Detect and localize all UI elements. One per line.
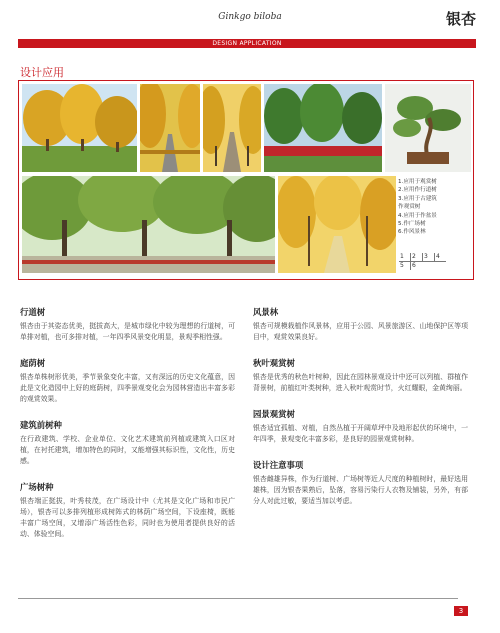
photo-1 xyxy=(22,84,137,172)
topic-body: 银杏是优秀的秋色叶树种，因此在园林景观设计中还可以列植、群植作背景树，前植红叶类树种，进入秋叶观赏时节，火红耀眼，金黄绚丽。 xyxy=(253,373,468,392)
photo-2 xyxy=(140,84,200,172)
topic-body: 银杏由于其姿态优美，挺拔高大，是城市绿化中较为理想的行道树，可单排对植，也可多排对植，一年四季风景变化明显，景观季相性强。 xyxy=(20,322,235,341)
topic-block xyxy=(253,408,468,445)
topic-body: 银杏雌雄异株，作为行道树、广场树等近人尺度的种植树时，最好选用雄株，因为银杏果熟后，坠落，容易污染行人衣物及铺装，另外，有部分人对此过敏，要适当加以考虑。 xyxy=(253,475,468,505)
caption-item: 3.应用于古建筑 xyxy=(398,195,437,202)
caption-item: 5.作广场树 xyxy=(398,221,426,228)
topic-block xyxy=(20,419,235,467)
key-cell: 4 xyxy=(435,253,447,262)
photo-3 xyxy=(203,84,261,172)
header-brand: 银杏 xyxy=(445,10,476,28)
key-cell: 2 xyxy=(411,253,423,262)
topic-block xyxy=(253,357,468,394)
topic-body: 银杏端正挺拔，叶秀枝茂，在广场设计中（尤其是文化广场和市民广场），银杏可以多排列植形成树阵式的林荫广场空间，下设座椅，既能丰富广场空间，又增添广场活性色彩，同时也为使用者提供良好的活动、体验空间。 xyxy=(20,497,235,538)
topic-body: 银杏适宜孤植、对植，自然丛植于开阔草坪中及地形起伏的环境中，一年四季，景观变化丰富多彩，是良好的园景观赏树种。 xyxy=(253,424,468,443)
topic-title: 设计注意事项 xyxy=(253,460,304,470)
right-text-column xyxy=(253,306,468,521)
section-heading: 设计应用 xyxy=(20,66,64,79)
photo-6 xyxy=(22,176,275,273)
topic-title: 园景观赏树 xyxy=(253,409,295,419)
key-cell: 1 xyxy=(399,253,411,262)
photo-5 xyxy=(385,84,471,172)
photo-4 xyxy=(264,84,382,172)
running-title: Ginkgo biloba xyxy=(218,12,282,22)
topic-block xyxy=(20,306,235,343)
left-text-column xyxy=(20,306,235,554)
key-cell: 5 xyxy=(400,262,404,269)
topic-title: 风景林 xyxy=(253,307,279,317)
photo-number-key xyxy=(399,253,446,270)
topic-title: 庭荫树 xyxy=(20,358,46,368)
caption-item: 4.应用于作盆景 xyxy=(398,212,437,219)
topic-title: 建筑前树种 xyxy=(20,420,62,430)
topic-block xyxy=(20,357,235,405)
photo-7 xyxy=(278,176,396,273)
footer-divider xyxy=(18,598,458,599)
caption-item: 1.应用于观赏树 xyxy=(398,179,437,185)
topic-title: 广场树种 xyxy=(20,482,54,492)
caption-item: 作观赏树 xyxy=(398,204,421,211)
topic-body: 银杏可规模栽植作风景林，应用于公园、风景旅游区、山地保护区等项目中，观赏效果良好。 xyxy=(253,322,468,341)
key-cell: 6 xyxy=(411,262,423,271)
section-banner: DESIGN APPLICATION xyxy=(18,39,476,48)
topic-title: 秋叶观赏树 xyxy=(253,358,295,368)
topic-block xyxy=(20,481,235,540)
topic-title: 行道树 xyxy=(20,307,46,317)
topic-body: 银杏单株树形优美，季节景象变化丰富，又有深远的历史文化蕴意，因此是文化造园中上好的庭荫树，四季景观变化会为园林营造出丰富多彩的观赏效果。 xyxy=(20,373,235,403)
caption-item: 6.作风景林 xyxy=(398,229,426,236)
topic-body: 在行政建筑、学校、企业单位、文化艺术建筑前列植或建筑入口区对植，在衬托建筑，增加特色的同时，又能增强其标识性，文化性，历史感。 xyxy=(20,435,235,465)
photo-caption-list xyxy=(398,178,476,237)
page-number: 3 xyxy=(454,606,468,616)
caption-item: 2.应用作行道树 xyxy=(398,187,437,194)
topic-block xyxy=(253,459,468,507)
topic-block xyxy=(253,306,468,343)
key-cell: 3 xyxy=(423,253,435,262)
